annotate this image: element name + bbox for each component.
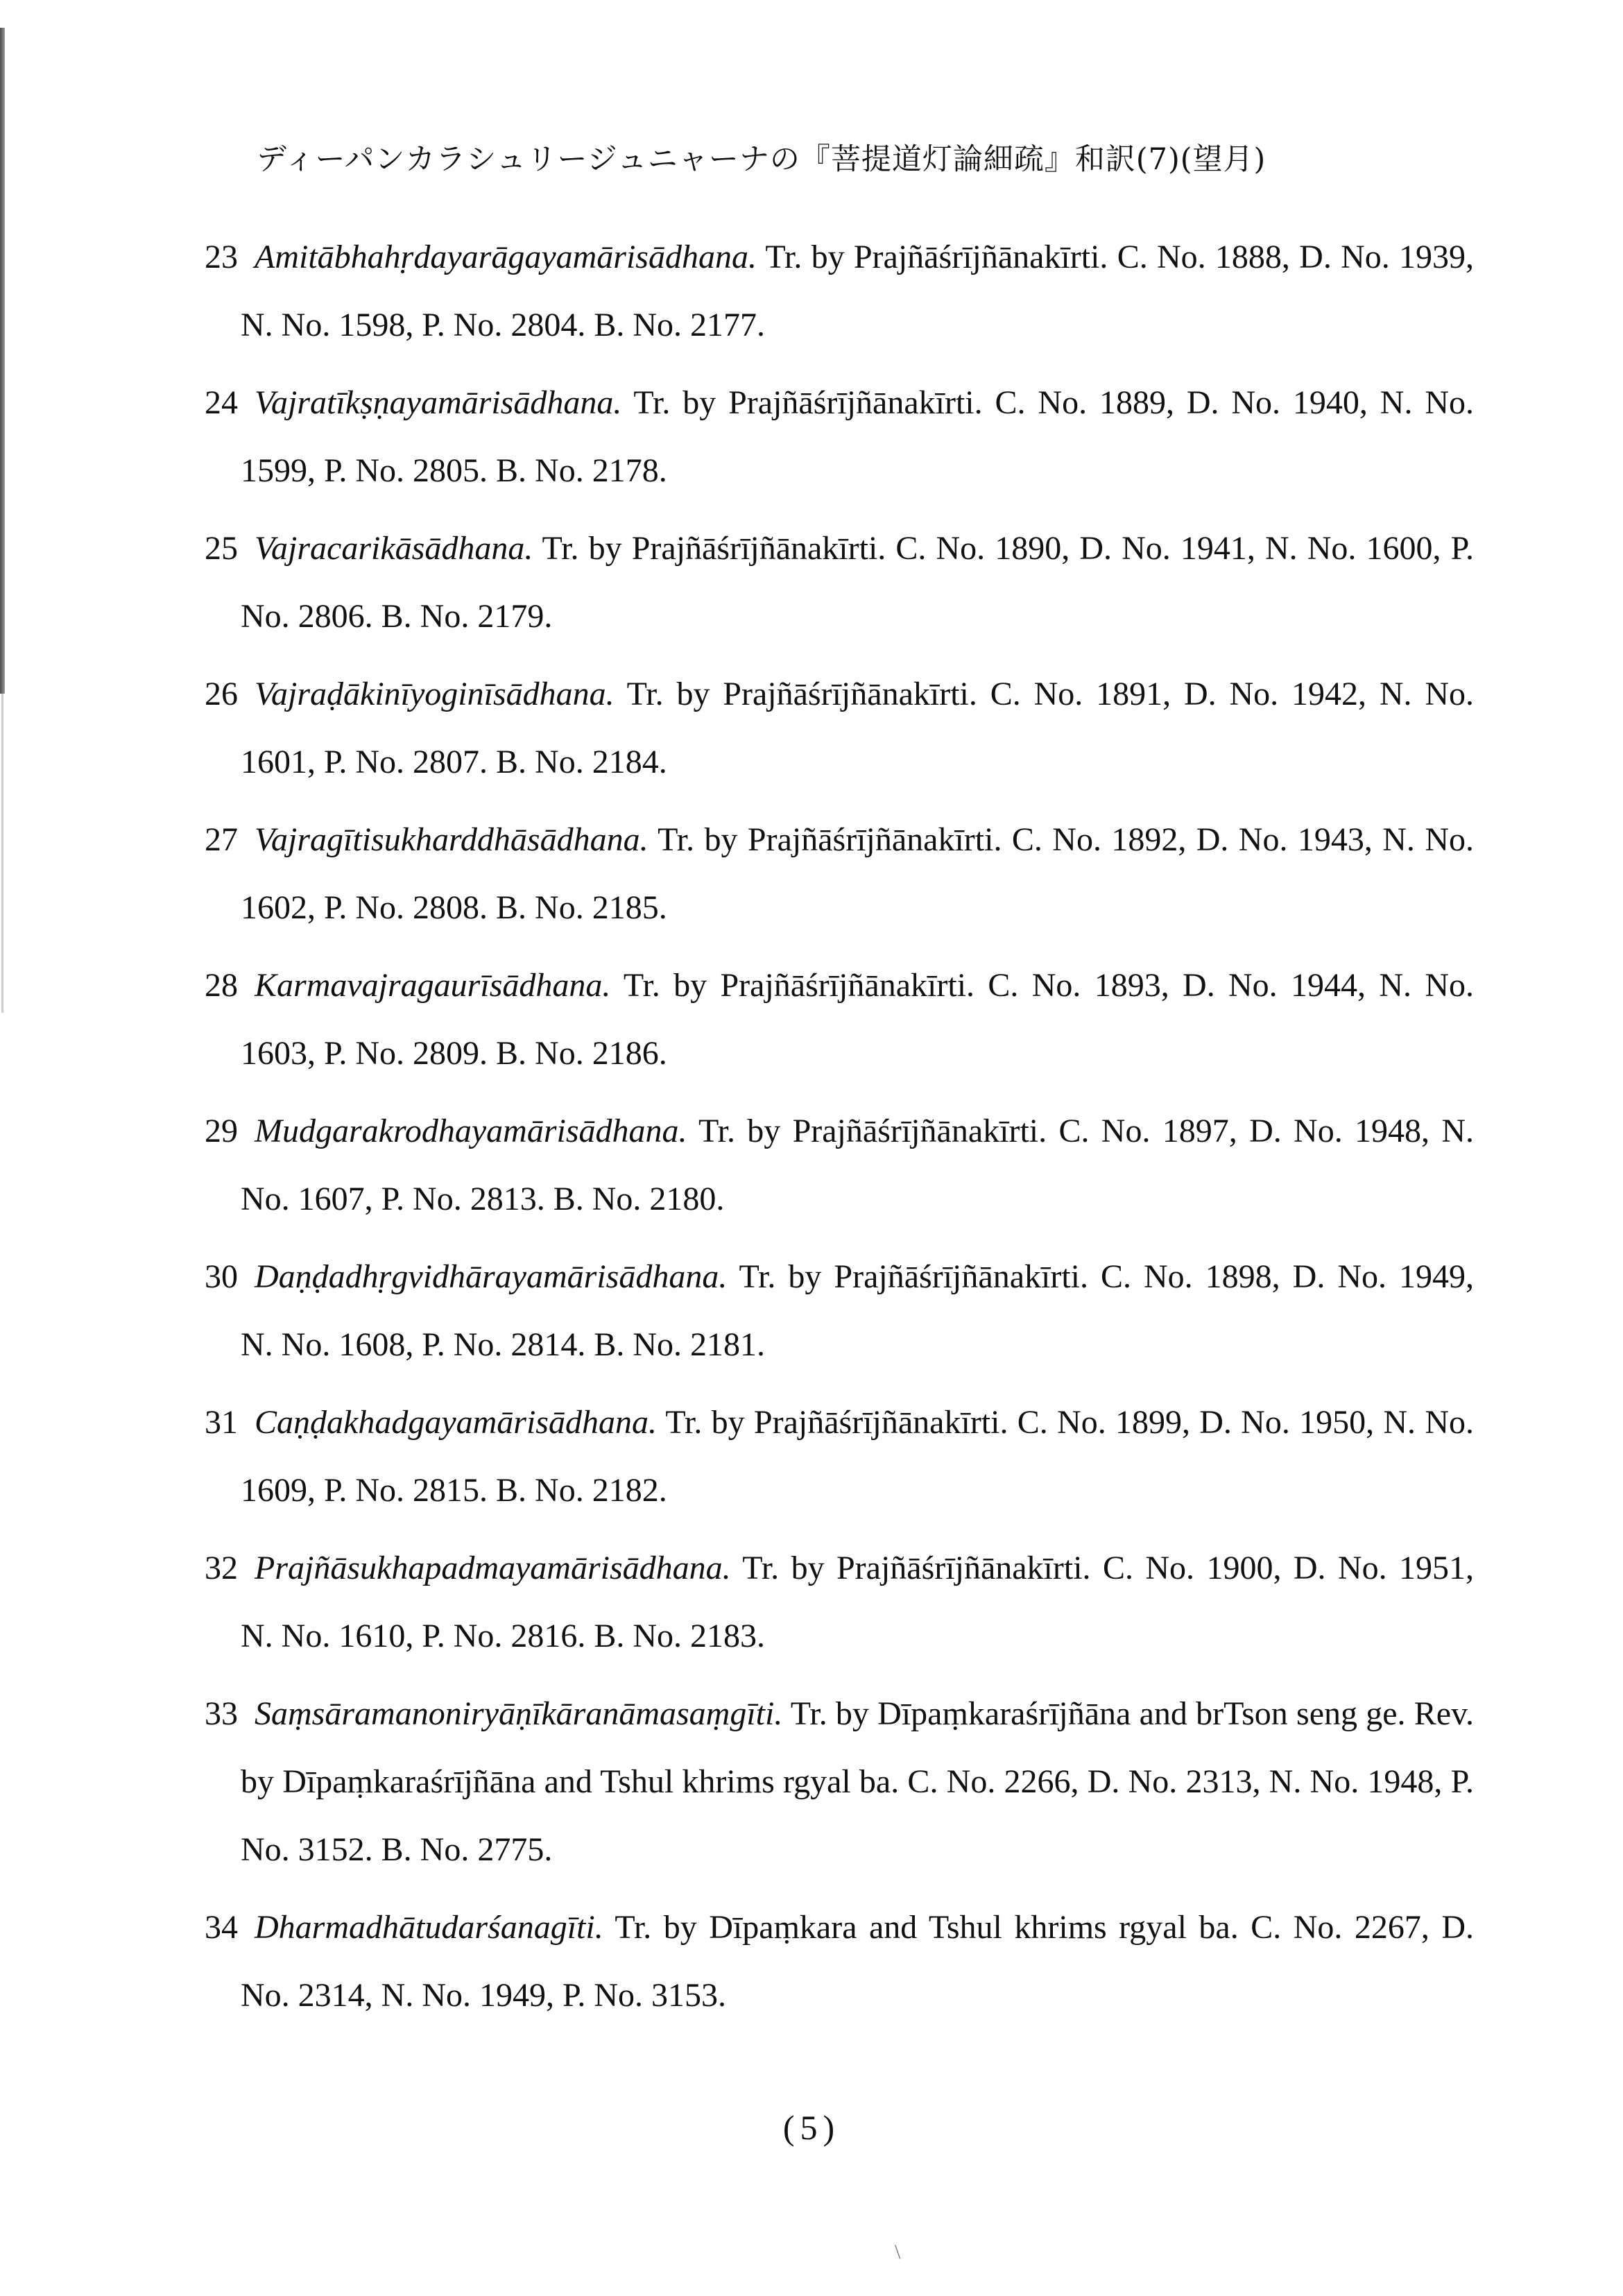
entry-title: Vajratīkṣṇayamārisādhana.	[255, 384, 622, 421]
entry-details: Tr. by Prajñāśrījñānakīrti. C. No. 1893, D. No. 1944, N. No. 1603, P. No. 2809. B. No. 2186.	[241, 967, 1474, 1072]
reference-list	[205, 223, 1474, 2039]
entry-number: 27	[205, 821, 238, 858]
entry-title: Saṃsāramanoniryāṇīkāranāmasaṃgīti.	[255, 1695, 783, 1732]
reference-entry-23	[205, 223, 1474, 359]
reference-entry-34	[205, 1894, 1474, 2030]
entry-number: 23	[205, 239, 238, 275]
entry-details: Tr. by Prajñāśrījñānakīrti. C. No. 1891, D. No. 1942, N. No. 1601, P. No. 2807. B. No. 2184.	[241, 676, 1474, 780]
entry-title: Vajraḍākinīyoginīsādhana.	[255, 676, 615, 712]
entry-number: 25	[205, 530, 238, 567]
entry-details: Tr. by Prajñāśrījñānakīrti. C. No. 1897, D. No. 1948, N. No. 1607, P. No. 2813. B. No. 2180.	[241, 1113, 1474, 1217]
reference-entry-31	[205, 1389, 1474, 1525]
reference-entry-24	[205, 369, 1474, 505]
entry-number: 32	[205, 1550, 238, 1586]
entry-number: 28	[205, 967, 238, 1004]
reference-entry-28	[205, 952, 1474, 1088]
entry-title: Dharmadhātudarśanagīti.	[255, 1909, 603, 1946]
entry-title: Karmavajragaurīsādhana.	[255, 967, 611, 1004]
entry-title: Mudgarakrodhayamārisādhana.	[255, 1113, 687, 1149]
entry-title: Caṇḍakhadgayamārisādhana.	[255, 1404, 657, 1441]
entry-title: Vajracarikāsādhana.	[255, 530, 533, 567]
reference-entry-26	[205, 660, 1474, 796]
entry-title: Vajragītisukharddhāsādhana.	[255, 821, 649, 858]
reference-entry-30	[205, 1243, 1474, 1379]
entry-number: 34	[205, 1909, 238, 1946]
reference-entry-32	[205, 1534, 1474, 1670]
running-head: ディーパンカラシュリージュニャーナの『菩提道灯論細疏』和訳(7)(望月)	[257, 142, 1266, 177]
reference-entry-27	[205, 806, 1474, 942]
entry-number: 33	[205, 1695, 238, 1732]
entry-details: Tr. by Prajñāśrījñānakīrti. C. No. 1899, D. No. 1950, N. No. 1609, P. No. 2815. B. No. 2182.	[241, 1404, 1474, 1509]
entry-number: 31	[205, 1404, 238, 1441]
scan-binding-edge	[0, 28, 5, 694]
entry-number: 26	[205, 676, 238, 712]
reference-entry-33	[205, 1680, 1474, 1884]
entry-details: Tr. by Prajñāśrījñānakīrti. C. No. 1889, D. No. 1940, N. No. 1599, P. No. 2805. B. No. 2178.	[241, 384, 1474, 489]
reference-entry-25	[205, 515, 1474, 651]
entry-details: Tr. by Prajñāśrījñānakīrti. C. No. 1888, D. No. 1939, N. No. 1598, P. No. 2804. B. No. 2177.	[241, 239, 1474, 343]
entry-number: 29	[205, 1113, 238, 1149]
entry-details: Tr. by Prajñāśrījñānakīrti. C. No. 1900, D. No. 1951, N. No. 1610, P. No. 2816. B. No. 2183.	[241, 1550, 1474, 1654]
entry-details: Tr. by Dīpaṃkara and Tshul khrims rgyal ba. C. No. 2267, D. No. 2314, N. No. 1949, P. No. 3153.	[241, 1909, 1474, 2014]
reference-entry-29	[205, 1097, 1474, 1233]
entry-title: Prajñāsukhapadmayamārisādhana.	[255, 1550, 731, 1586]
entry-number: 30	[205, 1258, 238, 1295]
entry-details: Tr. by Dīpaṃkaraśrījñāna and brTson seng ge. Rev. by Dīpaṃkaraśrījñāna and Tshul khrims rgyal ba. C. No. 2266, D. No. 2313, N. No. 1948, P. No. 3152. B. No. 2775.	[241, 1695, 1474, 1868]
entry-title: Daṇḍadhṛgvidhārayamārisādhana.	[255, 1258, 728, 1295]
entry-title: Amitābhahṛdayarāgayamārisādhana.	[255, 239, 757, 275]
entry-details: Tr. by Prajñāśrījñānakīrti. C. No. 1890, D. No. 1941, N. No. 1600, P. No. 2806. B. No. 2179.	[241, 530, 1474, 635]
scan-speck: \	[895, 2241, 901, 2263]
entry-details: Tr. by Prajñāśrījñānakīrti. C. No. 1898, D. No. 1949, N. No. 1608, P. No. 2814. B. No. 2181.	[241, 1258, 1474, 1363]
scan-binding-edge-faint	[1, 694, 3, 1013]
entry-details: Tr. by Prajñāśrījñānakīrti. C. No. 1892, D. No. 1943, N. No. 1602, P. No. 2808. B. No. 2185.	[241, 821, 1474, 926]
entry-number: 24	[205, 384, 238, 421]
page-number: (5)	[782, 2108, 841, 2147]
